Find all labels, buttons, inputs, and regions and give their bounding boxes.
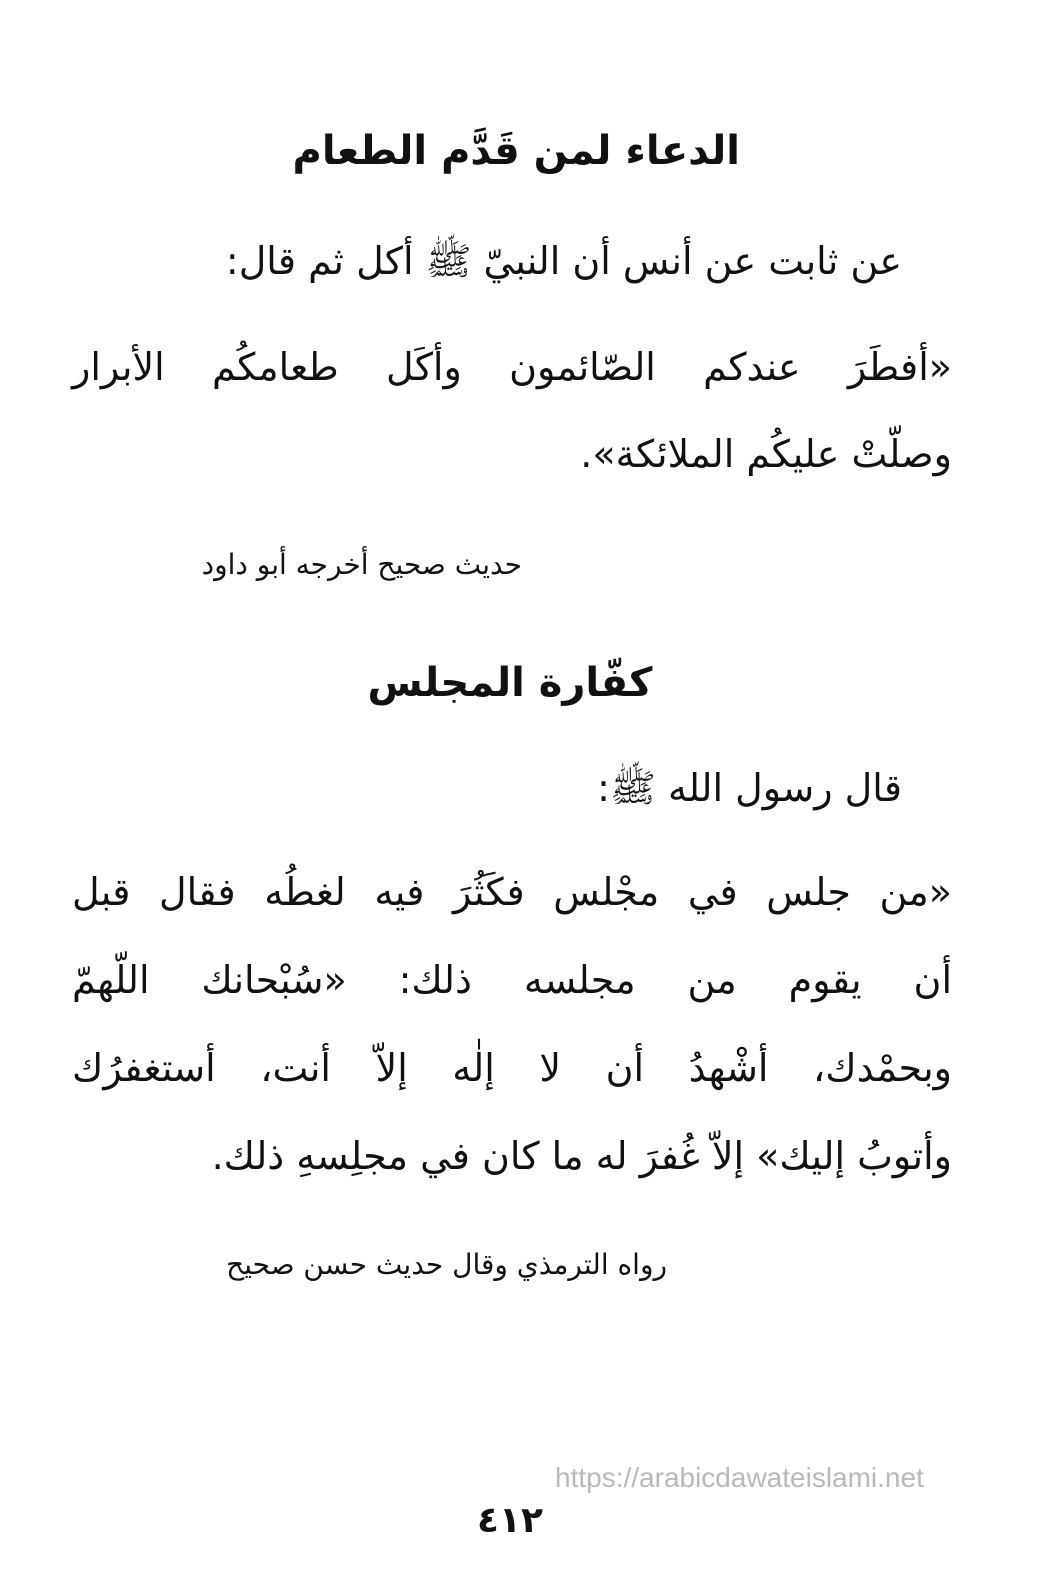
section1-source: حديث صحيح أخرجه أبو داود xyxy=(201,548,522,581)
watermark-url: https://arabicdawateislami.net xyxy=(555,1462,924,1493)
section1-hadith-line-1: «أفطَرَ عندكم الصّائمون وأكَل طعامكُم الأبرار xyxy=(72,345,952,389)
section2-hadith-line-3: وبحمْدك، أشْهدُ أن لا إلٰه إلاّ أنت، أستغفرُك xyxy=(72,1046,952,1090)
section-title-food-dua: الدعاء لمن قَدَّم الطعام xyxy=(292,128,740,174)
section2-intro: قال رسول الله ﷺ: xyxy=(597,766,902,810)
section2-hadith-line-4: وأتوبُ إليك» إلاّ غُفرَ له ما كان في مجلِسهِ ذلك. xyxy=(211,1134,952,1178)
section1-intro: عن ثابت عن أنس أن النبيّ ﷺ أكل ثم قال: xyxy=(225,239,902,283)
section2-hadith-line-1: «من جلس في مجْلس فكَثُرَ فيه لغطُه فقال قبل xyxy=(72,870,952,914)
section-title-majlis-expiation: كفّارة المجلس xyxy=(367,660,653,706)
page-number: ٤١٢ xyxy=(477,1500,543,1541)
section2-hadith-line-2: أن يقوم من مجلسه ذلك: «سُبْحانك اللّهمّ xyxy=(72,958,952,1002)
section1-hadith-line-2: وصلّتْ عليكُم الملائكة». xyxy=(580,432,952,476)
section2-source: رواه الترمذي وقال حديث حسن صحيح xyxy=(226,1248,667,1281)
